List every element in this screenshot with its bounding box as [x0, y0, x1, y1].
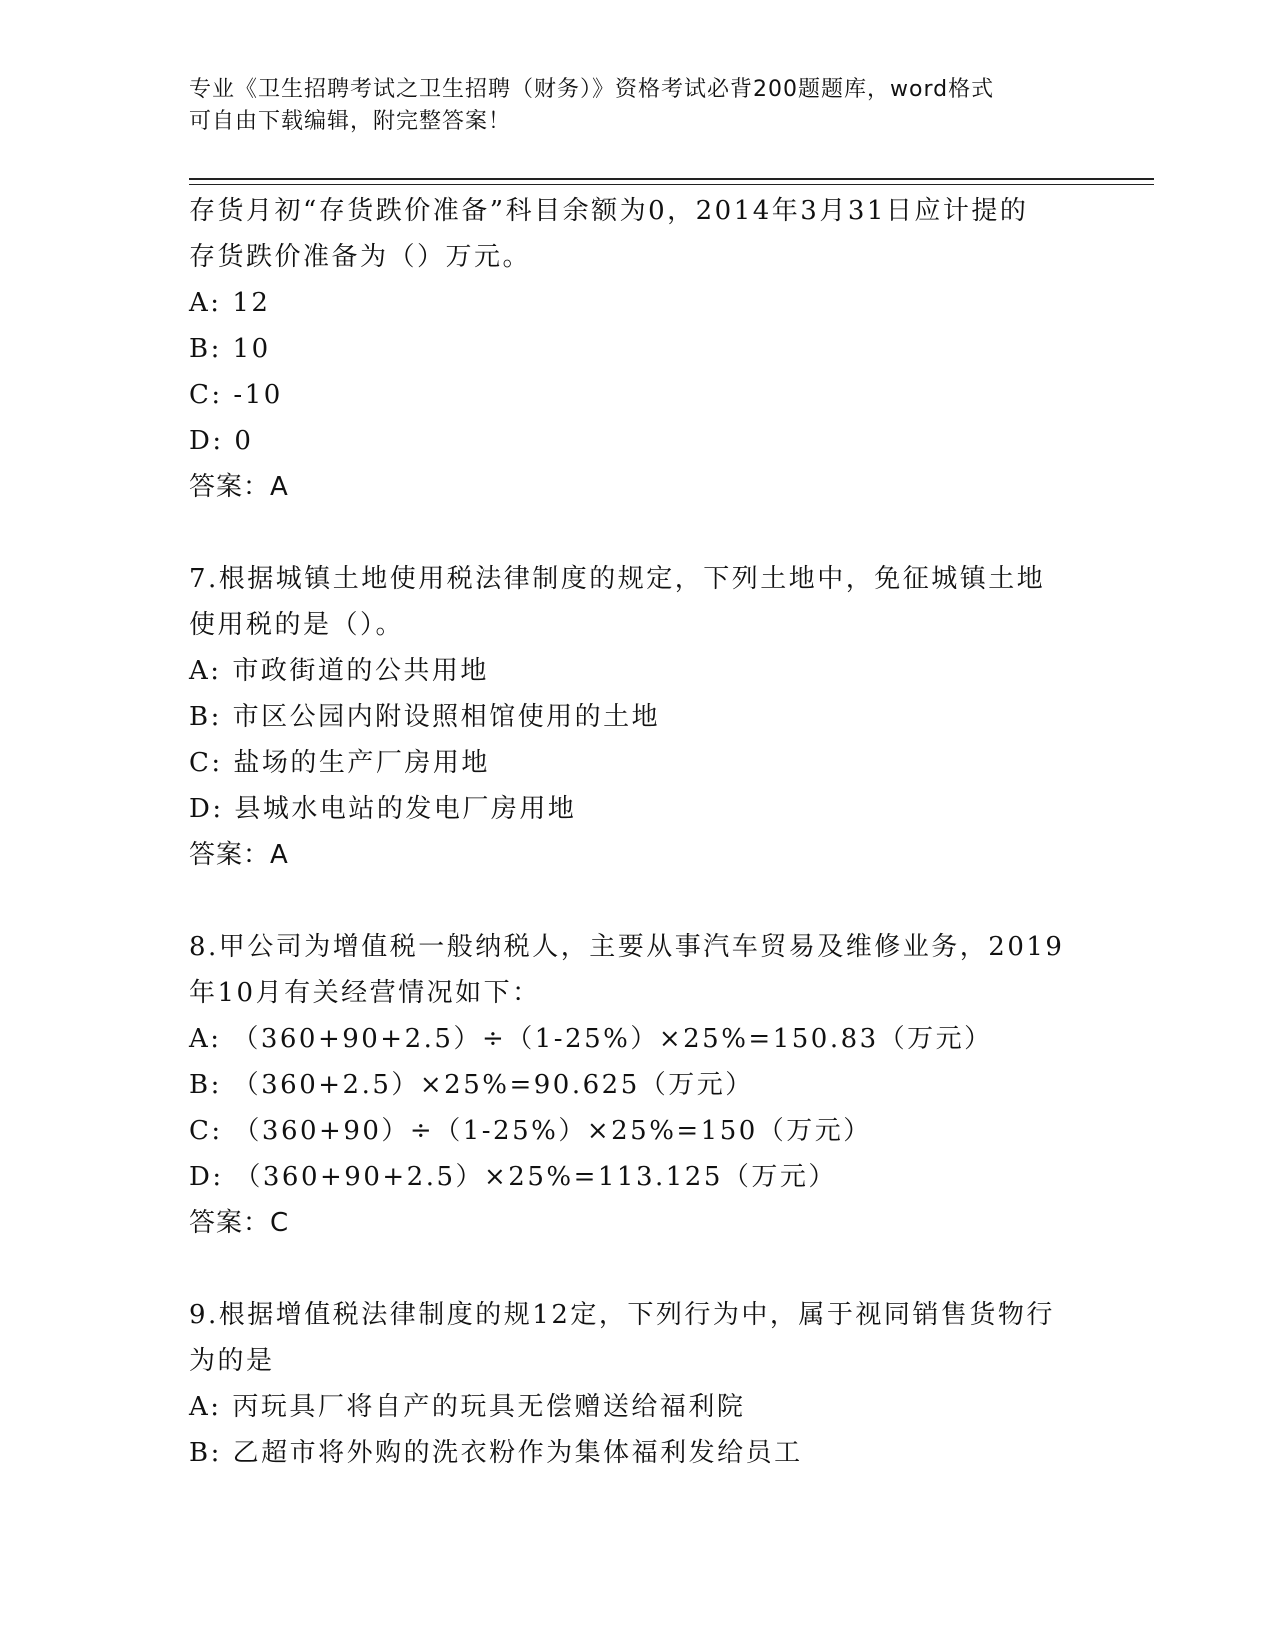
option-a	[189, 648, 1089, 694]
option-letter: A:	[189, 288, 222, 318]
option-letter: A:	[189, 1024, 222, 1054]
option-c	[189, 740, 1089, 786]
option-text: 市政街道的公共用地	[232, 656, 489, 686]
option-letter: B:	[189, 702, 222, 732]
question-text-line: 存货月初“存货跌价准备”科目余额为0，2014年3月31日应计提的	[189, 196, 1029, 226]
header-rule-thick	[189, 178, 1154, 180]
option-letter: D:	[189, 426, 224, 456]
option-letter: C:	[189, 748, 223, 778]
question-list	[189, 188, 1089, 1476]
option-text: （360+2.5）×25%=90.625（万元）	[232, 1070, 754, 1100]
answer-line: 答案：A	[189, 472, 289, 502]
answer-line: 答案：A	[189, 840, 289, 870]
option-letter: A:	[189, 656, 222, 686]
option-text: 0	[234, 426, 254, 456]
document-header	[189, 74, 1069, 138]
option-text: 10	[232, 334, 271, 364]
option-letter: B:	[189, 334, 222, 364]
question-text-line: 9.根据增值税法律制度的规12定，下列行为中，属于视同销售货物行	[189, 1300, 1055, 1330]
question-text-line: 8.甲公司为增值税一般纳税人，主要从事汽车贸易及维修业务，2019	[189, 932, 1065, 962]
question-text-line: 使用税的是（）。	[189, 610, 405, 640]
option-b	[189, 1430, 1089, 1476]
question-text-line: 存货跌价准备为（）万元。	[189, 242, 532, 272]
header-line-2: 可自由下载编辑，附完整答案！	[189, 109, 512, 134]
option-text: 市区公园内附设照相馆使用的土地	[232, 702, 661, 732]
option-letter: C:	[189, 1116, 223, 1146]
option-d	[189, 786, 1089, 832]
question-text-line: 为的是	[189, 1346, 275, 1376]
option-text: （360+90+2.5）÷（1-25%）×25%=150.83（万元）	[232, 1024, 993, 1054]
option-letter: B:	[189, 1070, 222, 1100]
option-text: （360+90+2.5）×25%=113.125（万元）	[234, 1162, 837, 1192]
option-text: 县城水电站的发电厂房用地	[234, 794, 577, 824]
option-b	[189, 326, 1089, 372]
option-text: 盐场的生产厂房用地	[233, 748, 490, 778]
option-letter: D:	[189, 794, 224, 824]
option-c	[189, 1108, 1089, 1154]
question-8	[189, 924, 1089, 1246]
option-text: -10	[233, 380, 283, 410]
question-7	[189, 556, 1089, 878]
option-letter: B:	[189, 1438, 222, 1468]
option-b	[189, 694, 1089, 740]
option-letter: C:	[189, 380, 223, 410]
question-text-line: 7.根据城镇土地使用税法律制度的规定，下列土地中，免征城镇土地	[189, 564, 1046, 594]
option-c	[189, 372, 1089, 418]
spacer	[189, 510, 1089, 556]
answer-line: 答案：C	[189, 1208, 290, 1238]
option-b	[189, 1062, 1089, 1108]
spacer	[189, 878, 1089, 924]
option-text: 乙超市将外购的洗衣粉作为集体福利发给员工	[232, 1438, 803, 1468]
question-text-line: 年10月有关经营情况如下：	[189, 978, 541, 1008]
question-6	[189, 188, 1089, 510]
option-letter: D:	[189, 1162, 224, 1192]
option-a	[189, 280, 1089, 326]
header-rule-thin	[189, 184, 1154, 185]
option-text: （360+90）÷（1-25%）×25%=150（万元）	[233, 1116, 872, 1146]
option-d	[189, 1154, 1089, 1200]
header-line-1: 专业《卫生招聘考试之卫生招聘（财务）》资格考试必背200题题库，word格式	[189, 77, 995, 102]
option-letter: A:	[189, 1392, 222, 1422]
option-a	[189, 1016, 1089, 1062]
option-text: 丙玩具厂将自产的玩具无偿赠送给福利院	[232, 1392, 746, 1422]
spacer	[189, 1246, 1089, 1292]
option-d	[189, 418, 1089, 464]
option-a	[189, 1384, 1089, 1430]
option-text: 12	[232, 288, 271, 318]
question-9	[189, 1292, 1089, 1476]
